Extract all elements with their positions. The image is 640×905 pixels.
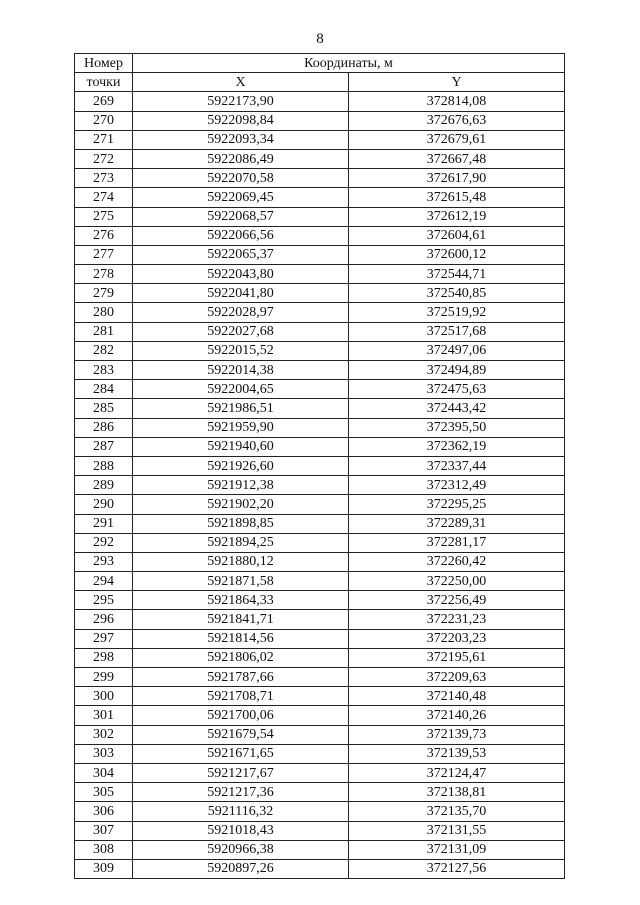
x-coordinate-cell: 5921217,67 [133,763,349,782]
x-coordinate-cell: 5922086,49 [133,149,349,168]
y-coordinate-cell: 372231,23 [349,610,565,629]
table-row [75,629,565,648]
point-number-cell: 292 [75,533,133,552]
y-coordinate-cell: 372312,49 [349,476,565,495]
y-coordinate-cell: 372814,08 [349,92,565,111]
x-coordinate-cell: 5921894,25 [133,533,349,552]
x-coordinate-cell: 5922068,57 [133,207,349,226]
x-coordinate-cell: 5921217,36 [133,783,349,802]
table-row [75,361,565,380]
point-number-header-top: Номер [75,54,133,73]
y-coordinate-cell: 372138,81 [349,783,565,802]
table-row [75,725,565,744]
x-coordinate-cell: 5922027,68 [133,322,349,341]
y-coordinate-cell: 372475,63 [349,380,565,399]
y-coordinate-cell: 372337,44 [349,456,565,475]
page-number: 8 [316,31,324,47]
table-row [75,418,565,437]
y-coordinate-cell: 372443,42 [349,399,565,418]
x-coordinate-cell: 5921912,38 [133,476,349,495]
table-row [75,668,565,687]
y-coordinate-cell: 372250,00 [349,572,565,591]
point-number-cell: 269 [75,92,133,111]
y-coordinate-cell: 372131,55 [349,821,565,840]
y-coordinate-cell: 372124,47 [349,763,565,782]
x-coordinate-cell: 5921959,90 [133,418,349,437]
x-coordinate-cell: 5922015,52 [133,341,349,360]
y-coordinate-cell: 372676,63 [349,111,565,130]
table-row [75,859,565,878]
y-coordinate-cell: 372256,49 [349,591,565,610]
y-coordinate-cell: 372203,23 [349,629,565,648]
x-coordinate-cell: 5921814,56 [133,629,349,648]
coordinates-table [74,53,565,879]
table-row [75,610,565,629]
table-row [75,111,565,130]
x-column-header: X [133,73,349,92]
table-row [75,495,565,514]
x-coordinate-cell: 5922066,56 [133,226,349,245]
table-row [75,188,565,207]
y-column-header: Y [349,73,565,92]
point-number-cell: 294 [75,572,133,591]
y-coordinate-cell: 372540,85 [349,284,565,303]
point-number-cell: 308 [75,840,133,859]
y-coordinate-cell: 372195,61 [349,648,565,667]
y-coordinate-cell: 372494,89 [349,361,565,380]
y-coordinate-cell: 372260,42 [349,552,565,571]
point-number-cell: 288 [75,456,133,475]
x-coordinate-cell: 5921018,43 [133,821,349,840]
point-number-cell: 277 [75,245,133,264]
x-coordinate-cell: 5921871,58 [133,572,349,591]
y-coordinate-cell: 372604,61 [349,226,565,245]
coordinates-header: Координаты, м [133,54,565,73]
table-row [75,572,565,591]
point-number-cell: 293 [75,552,133,571]
table-row [75,207,565,226]
x-coordinate-cell: 5921671,65 [133,744,349,763]
y-coordinate-cell: 372362,19 [349,437,565,456]
y-coordinate-cell: 372497,06 [349,341,565,360]
x-coordinate-cell: 5922069,45 [133,188,349,207]
point-number-cell: 278 [75,265,133,284]
point-number-cell: 275 [75,207,133,226]
y-coordinate-cell: 372140,26 [349,706,565,725]
x-coordinate-cell: 5922173,90 [133,92,349,111]
y-coordinate-cell: 372139,73 [349,725,565,744]
y-coordinate-cell: 372544,71 [349,265,565,284]
point-number-cell: 307 [75,821,133,840]
y-coordinate-cell: 372140,48 [349,687,565,706]
header-row-top [75,54,565,73]
table-row [75,437,565,456]
point-number-cell: 270 [75,111,133,130]
table-row [75,92,565,111]
x-coordinate-cell: 5921940,60 [133,437,349,456]
x-coordinate-cell: 5921864,33 [133,591,349,610]
x-coordinate-cell: 5921787,66 [133,668,349,687]
y-coordinate-cell: 372519,92 [349,303,565,322]
x-coordinate-cell: 5922070,58 [133,169,349,188]
table-row [75,341,565,360]
x-coordinate-cell: 5921679,54 [133,725,349,744]
point-number-cell: 309 [75,859,133,878]
x-coordinate-cell: 5920897,26 [133,859,349,878]
table-row [75,399,565,418]
table-row [75,169,565,188]
point-number-cell: 300 [75,687,133,706]
table-row [75,130,565,149]
x-coordinate-cell: 5921926,60 [133,456,349,475]
table-row [75,840,565,859]
table-row [75,303,565,322]
x-coordinate-cell: 5922004,65 [133,380,349,399]
y-coordinate-cell: 372281,17 [349,533,565,552]
table-row [75,821,565,840]
x-coordinate-cell: 5922014,38 [133,361,349,380]
point-number-cell: 290 [75,495,133,514]
table-row [75,245,565,264]
x-coordinate-cell: 5921708,71 [133,687,349,706]
table-row [75,533,565,552]
table-row [75,456,565,475]
point-number-cell: 299 [75,668,133,687]
y-coordinate-cell: 372295,25 [349,495,565,514]
point-number-cell: 287 [75,437,133,456]
y-coordinate-cell: 372131,09 [349,840,565,859]
point-number-cell: 303 [75,744,133,763]
point-number-cell: 271 [75,130,133,149]
point-number-cell: 286 [75,418,133,437]
point-number-cell: 289 [75,476,133,495]
point-number-cell: 273 [75,169,133,188]
x-coordinate-cell: 5921841,71 [133,610,349,629]
point-number-cell: 298 [75,648,133,667]
y-coordinate-cell: 372615,48 [349,188,565,207]
point-number-cell: 305 [75,783,133,802]
table-row [75,552,565,571]
table-row [75,265,565,284]
point-number-cell: 306 [75,802,133,821]
point-number-cell: 280 [75,303,133,322]
table-row [75,802,565,821]
table-row [75,149,565,168]
table-row [75,284,565,303]
table-row [75,322,565,341]
table-row [75,591,565,610]
y-coordinate-cell: 372395,50 [349,418,565,437]
x-coordinate-cell: 5922065,37 [133,245,349,264]
table-row [75,687,565,706]
x-coordinate-cell: 5922098,84 [133,111,349,130]
point-number-cell: 272 [75,149,133,168]
y-coordinate-cell: 372127,56 [349,859,565,878]
point-number-cell: 276 [75,226,133,245]
table-row [75,380,565,399]
x-coordinate-cell: 5920966,38 [133,840,349,859]
y-coordinate-cell: 372289,31 [349,514,565,533]
point-number-cell: 281 [75,322,133,341]
table-row [75,783,565,802]
table-row [75,763,565,782]
table-row [75,476,565,495]
table-row [75,648,565,667]
x-coordinate-cell: 5922093,34 [133,130,349,149]
point-number-cell: 296 [75,610,133,629]
y-coordinate-cell: 372517,68 [349,322,565,341]
point-number-cell: 291 [75,514,133,533]
header-row-bottom [75,73,565,92]
point-number-cell: 301 [75,706,133,725]
table-row [75,744,565,763]
y-coordinate-cell: 372209,63 [349,668,565,687]
x-coordinate-cell: 5921902,20 [133,495,349,514]
point-number-header-bottom: точки [75,73,133,92]
point-number-cell: 302 [75,725,133,744]
x-coordinate-cell: 5921898,85 [133,514,349,533]
point-number-cell: 274 [75,188,133,207]
x-coordinate-cell: 5921116,32 [133,802,349,821]
x-coordinate-cell: 5921700,06 [133,706,349,725]
y-coordinate-cell: 372679,61 [349,130,565,149]
x-coordinate-cell: 5921986,51 [133,399,349,418]
point-number-cell: 282 [75,341,133,360]
point-number-cell: 297 [75,629,133,648]
point-number-cell: 283 [75,361,133,380]
point-number-cell: 295 [75,591,133,610]
table-row [75,514,565,533]
y-coordinate-cell: 372617,90 [349,169,565,188]
y-coordinate-cell: 372135,70 [349,802,565,821]
table-row [75,706,565,725]
table-row [75,226,565,245]
y-coordinate-cell: 372139,53 [349,744,565,763]
point-number-cell: 285 [75,399,133,418]
x-coordinate-cell: 5922043,80 [133,265,349,284]
x-coordinate-cell: 5921806,02 [133,648,349,667]
point-number-cell: 284 [75,380,133,399]
y-coordinate-cell: 372667,48 [349,149,565,168]
y-coordinate-cell: 372600,12 [349,245,565,264]
x-coordinate-cell: 5921880,12 [133,552,349,571]
point-number-cell: 279 [75,284,133,303]
x-coordinate-cell: 5922028,97 [133,303,349,322]
x-coordinate-cell: 5922041,80 [133,284,349,303]
y-coordinate-cell: 372612,19 [349,207,565,226]
point-number-cell: 304 [75,763,133,782]
